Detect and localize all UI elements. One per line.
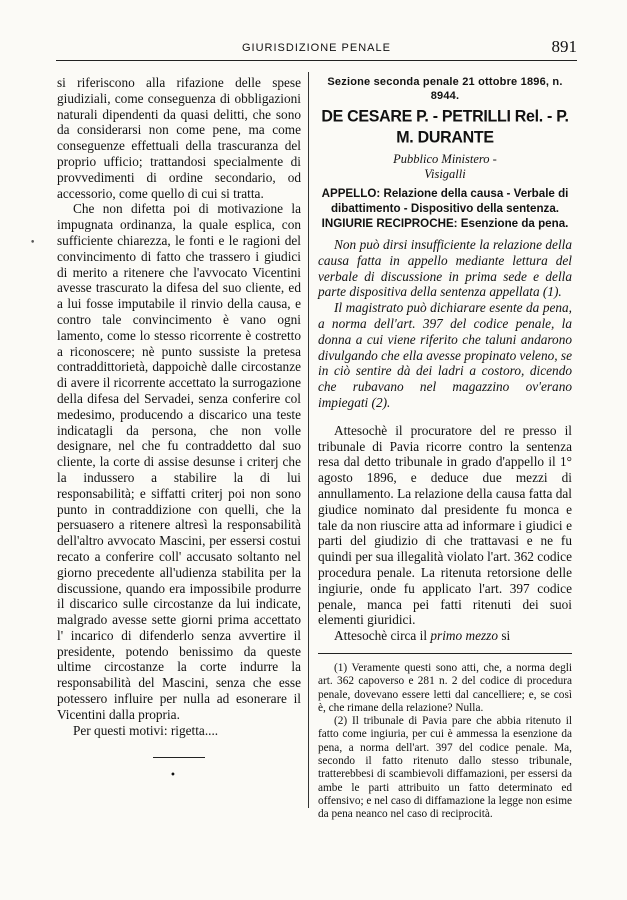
right-column [318, 75, 572, 821]
closing-line: Per questi motivi: rigetta.... [73, 722, 219, 738]
maxim-2: Il magistrato può dichiarare esente da pena, a norma dell'art. 397 del codice penale, la donna a cui viene riferito che taluni andarono divulgando che ella avesse propinato veleno, se in ciò sentire dà dei ladri a costoro, dicendo che rubavano nel magazzino ov'erano impiegati (2). [318, 300, 572, 410]
body-2-italic: primo mezzo [430, 628, 498, 644]
pm-label: Pubblico Ministero - [393, 152, 497, 166]
public-minister [318, 152, 572, 182]
body-2-end: si [501, 628, 511, 644]
heading-ingiurie-key: INGIURIE RECIPROCHE: [321, 217, 458, 230]
left-column [57, 75, 301, 762]
section-line: Sezione seconda penale 21 ottobre 1896, n. 8944. [327, 76, 563, 102]
heading-appello [318, 186, 572, 216]
heading-ingiurie [318, 216, 572, 231]
running-header [56, 37, 577, 61]
page-number: 891 [551, 37, 577, 56]
judges-line: DE CESARE P. - PETRILLI Rel. - P. M. DURANTE [321, 108, 569, 147]
running-title: GIURISDIZIONE PENALE [242, 42, 391, 54]
left-paragraph-2: Che non difetta poi di motivazione la impugnata ordinanza, la quale esplica, con sufficiente chiarezza, le fonti e le ragioni del convincimento di fatto che trassero i giudici di merito a ritenere che l'avvocato Vicentini avesse trascurato la difesa del suo cliente, ed a lui fosse imputabile il rinvio della causa, e contro tale convincimento è vano ogni lamento, come lo stesso ricorrente è costretto a riconoscere; nè punto sussiste la pretesa contraddittorietà, dappoichè dalle circostanze di avere il ricorrente accettato la surrogazione della difesa del Servadei, senza conferire col medesimo, producendo a discarico una teste indicatagli da persona, che non volle designare, nel che fu contraddetto dal suo cliente, la corte di assise desunse i criterj che la indussero a stabilire la di lui responsabilità; e siffatti criterj poi non sono punto in contraddizione con quelli, che la persuasero a ritenere altresì la responsabilità dell'altro avvocato Mascini, per essersi costui recato a conferire coll' accusato soltanto nel giorno precedente all'udienza stabilita per la discussione, quando era impossibile produrre il discarico sulle circostanze da lui indicate, malgrado avesse sette giorni prima accettato l' incarico di difenderlo senza avvertire il presidente, potendo benissimo da queste ultime circostanze la corte indurre la responsabilità del Mascini, senza che esse potessero influire per nulla ad esonerare il Vicentini dalla propria. [57, 201, 301, 722]
left-paragraph-1: si riferiscono alla rifazione delle spese giudiziali, come conseguenza di obbligazioni naturali dipendenti da quasi delitti, che sono da considerarsi non come pene, ma come conseguenze effettuali della trascuranza del proprio ufficio; trattandosi specialmente di provvedimenti di ordine secondario, od accessorio, come quello di cui si tratta. [57, 75, 301, 201]
body-paragraph-2 [318, 628, 572, 644]
maxims [318, 237, 572, 411]
footnotes [318, 662, 572, 822]
footnote-1: (1) Veramente questi sono atti, che, a norma degli art. 362 capoverso e 281 n. 2 del codice di procedura penale, dovevano essere letti dal cancelliere; e, se così è, che rimane della relazione? Nulla. [318, 661, 572, 714]
column-divider [308, 72, 309, 808]
maxim-1: Non può dirsi insufficiente la relazione della causa fatta in appello mediante lettura del verbale di discussione in prima sede e della parte dispositiva della sentenza appellata (1). [318, 237, 572, 300]
body-2-start: Attesochè circa il [334, 628, 428, 644]
heading-appello-key: APPELLO: [321, 187, 381, 200]
body-paragraph-1: Attesochè il procuratore del re presso il tribunale di Pavia ricorre contro la sentenza resa dal detto tribunale in grado d'appello il 1° agosto 1896, e deduce due mezzi di annullamento. La relazione della causa fatta dal giudice nominato dal presidente fu monca e tale da non riuscire atta ad informare i giudici e parti del giudizio di che trattavasi e ne fu quindi per sua illegalità violato l'art. 362 codice procedura penale. La ritenuta retorsione delle ingiurie, onde fu applicato l'art. 397 codice penale, manca pei fatti ritenuti dei suoi elementi giuridici. [318, 422, 572, 628]
section-end-rule [57, 746, 301, 762]
dot-mark: • [170, 770, 176, 781]
heading-appello-text: Relazione della causa - Verbale di dibattimento - Dispositivo della sentenza. [330, 187, 569, 215]
footnote-2: (2) Il tribunale di Pavia pare che abbia ritenuto il fatto come ingiuria, per cui è ammessa la esenzione da pena, a norma dell'art. 397 del codice penale. Ma, secondo il fatto ritenuto dallo stesso tribunale, tratterebbesi di scambievoli diffamazioni, per essersi da ambe le parti attribuito un fatto determinato ed offensivo; e nel caso di diffamazione la legge non esime da pena neanco nel caso di reciprocità. [318, 715, 572, 821]
margin-mark: • [30, 238, 36, 248]
heading-ingiurie-text: Esenzione da pena. [460, 217, 569, 230]
pm-name: Visigalli [424, 167, 466, 181]
footnote-rule [318, 653, 572, 654]
